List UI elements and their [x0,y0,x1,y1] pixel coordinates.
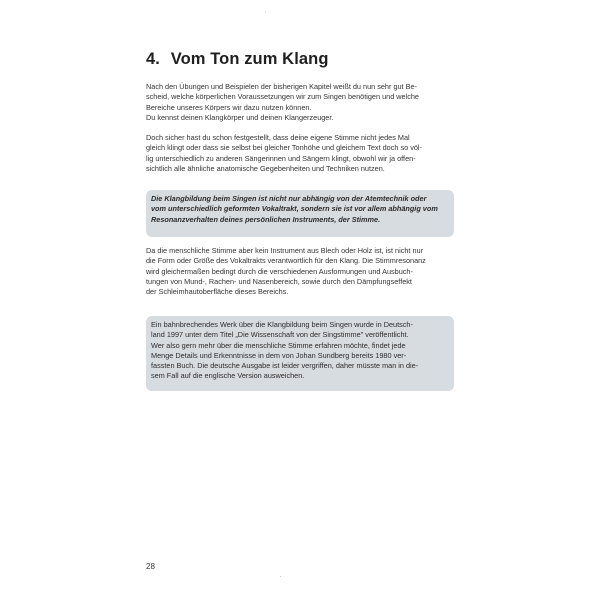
callout-line: sem Fall auf die englische Version ausweichen. [151,371,305,381]
scan-speck [265,12,266,13]
paragraph-intro [146,82,456,123]
text-line: wird gleichermaßen bedingt durch die verschiedenen Ausformungen und Ausbuch- [146,266,413,276]
scan-speck [280,576,281,577]
text-line: tungen von Mund-, Rachen- und Nasenbereich, sowie durch den Dämpfungseffekt [146,276,412,286]
text-line: Nach den Übungen und Beispielen der bisherigen Kapitel weißt du nun sehr gut Be- [146,82,417,91]
page-number: 28 [146,562,155,571]
paragraph-resonance [146,246,456,297]
callout-line: Ein bahnbrechendes Werk über die Klangbildung beim Singen wurde in Deutsch- [151,320,413,329]
text-line: lig unterschiedlich zu anderen Sängerinnen und Sängern klingt, obwohl wir ja offen- [146,153,416,163]
callout-line: Die Klangbildung beim Singen ist nicht nur abhängig von der Atemtechnik oder [151,194,427,203]
text-line: scheid, welche körperlichen Voraussetzungen wir zum Singen benötigen und welche [146,92,419,102]
callout-line: Wer also gern mehr über die menschliche Stimme erfahren möchte, findet jede [151,340,406,350]
callout-line: fassten Buch. Die deutsche Ausgabe ist leider vergriffen, daher müsste man in die- [151,361,419,371]
chapter-heading [146,50,466,69]
callout-line: Resonanzverhalten deines persönlichen Instruments, der Stimme. [151,214,381,224]
text-line: gleich klingt oder dass sie selbst bei gleicher Tonhöhe und gleichem Text doch so völ- [146,143,422,153]
callout-book-reference [146,316,454,391]
text-line: sichtlich alle ähnliche anatomische Gegebenheiten und Techniken nutzen. [146,163,385,173]
text-line: der Schleimhautoberfläche dieses Bereichs. [146,287,289,297]
text-line: Da die menschliche Stimme aber kein Instrument aus Blech oder Holz ist, ist nicht nur [146,246,423,255]
callout-line: vom unterschiedlich geformten Vokaltrakt, sondern sie ist vor allem abhängig vom [151,204,438,214]
text-line: die Form oder Größe des Vokaltrakts verantwortlich für den Klang. Die Stimmresonanz [146,256,426,266]
callout-line: Menge Details und Erkenntnisse in dem von Johan Sundberg bereits 1980 ver- [151,350,407,360]
chapter-number: 4. [146,50,160,68]
text-line: Du kennst deinen Klangkörper und deinen Klangerzeuger. [146,112,334,122]
chapter-title: Vom Ton zum Klang [170,50,329,68]
text-line: Bereiche unseres Körpers wir dazu nutzen können. [146,102,312,112]
paragraph-voice-difference [146,133,456,174]
callout-key-point [146,190,454,237]
text-line: Doch sicher hast du schon festgestellt, dass deine eigene Stimme nicht jedes Mal [146,133,410,142]
callout-line: land 1997 unter dem Titel „Die Wissenschaft von der Singstimme" veröffentlicht. [151,330,409,340]
